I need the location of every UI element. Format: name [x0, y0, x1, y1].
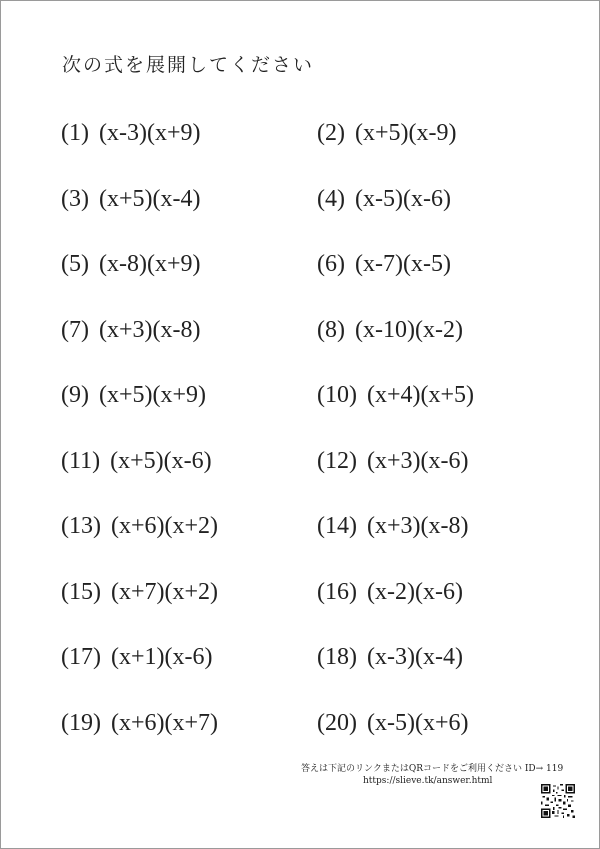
problem-number: (7) — [61, 316, 89, 343]
problem-item — [317, 512, 468, 540]
problem-number: (5) — [61, 251, 89, 277]
problem-item — [61, 250, 200, 278]
problem-item — [317, 381, 474, 409]
problem-expression: (x+6)(x+2) — [110, 513, 219, 539]
problem-number: (11) — [61, 447, 101, 474]
problem-number: (9) — [61, 382, 89, 408]
problem-expression: (x-5)(x-6) — [354, 185, 451, 212]
problem-expression: (x+5)(x-6) — [110, 447, 212, 474]
qr-code-icon[interactable] — [541, 784, 575, 818]
problem-number: (17) — [61, 644, 101, 670]
problem-expression: (x+6)(x+7) — [110, 709, 219, 736]
problem-expression: (x+1)(x-6) — [110, 644, 213, 670]
problem-expression: (x-7)(x-5) — [354, 251, 451, 277]
problem-item — [61, 643, 212, 671]
problem-item — [317, 119, 456, 147]
problem-item — [317, 447, 468, 475]
problem-expression: (x-3)(x+9) — [98, 120, 201, 146]
problem-number: (2) — [317, 120, 345, 146]
problem-item — [317, 316, 463, 344]
problem-item — [61, 578, 218, 606]
problem-expression: (x-10)(x-2) — [354, 316, 463, 343]
problem-item — [317, 578, 463, 606]
problem-number: (6) — [317, 251, 345, 277]
problem-expression: (x+5)(x-9) — [354, 120, 457, 146]
problem-item — [61, 381, 206, 409]
problem-number: (16) — [317, 578, 357, 605]
problem-number: (12) — [317, 447, 357, 474]
problem-number: (18) — [317, 644, 357, 670]
problem-item — [317, 185, 451, 213]
problem-expression: (x-2)(x-6) — [366, 578, 463, 605]
problem-item — [61, 316, 200, 344]
problem-expression: (x+5)(x+9) — [98, 382, 207, 408]
problem-expression: (x+3)(x-8) — [366, 513, 469, 539]
problem-item — [61, 512, 218, 540]
problem-expression: (x+7)(x+2) — [110, 578, 219, 605]
problem-number: (4) — [317, 185, 345, 212]
problem-item — [61, 447, 212, 475]
problem-expression: (x+3)(x-6) — [366, 447, 469, 474]
problem-expression: (x+5)(x-4) — [98, 185, 201, 212]
problem-number: (8) — [317, 316, 345, 343]
problem-expression: (x+3)(x-8) — [98, 316, 201, 343]
problem-expression: (x+4)(x+5) — [366, 382, 475, 408]
problem-number: (20) — [317, 709, 357, 736]
problem-item — [317, 643, 463, 671]
problem-number: (13) — [61, 513, 101, 539]
page-title: 次の式を展開してください — [62, 54, 315, 76]
answer-note: 答えは下記のリンクまたはQRコードをご利用ください ID→ 119 — [301, 764, 564, 774]
problem-number: (10) — [317, 382, 357, 408]
problem-item — [317, 709, 468, 737]
answer-url[interactable]: https://slieve.tk/answer.html — [363, 776, 493, 786]
problem-expression: (x-5)(x+6) — [366, 709, 469, 736]
problem-item — [61, 709, 218, 737]
problem-item — [61, 119, 200, 147]
problem-number: (14) — [317, 513, 357, 539]
problem-item — [317, 250, 451, 278]
problem-expression: (x-3)(x-4) — [366, 644, 463, 670]
problem-number: (3) — [61, 185, 89, 212]
problem-number: (15) — [61, 578, 101, 605]
problem-number: (1) — [61, 120, 89, 146]
problem-number: (19) — [61, 709, 101, 736]
problem-item — [61, 185, 200, 213]
problem-expression: (x-8)(x+9) — [98, 251, 201, 277]
